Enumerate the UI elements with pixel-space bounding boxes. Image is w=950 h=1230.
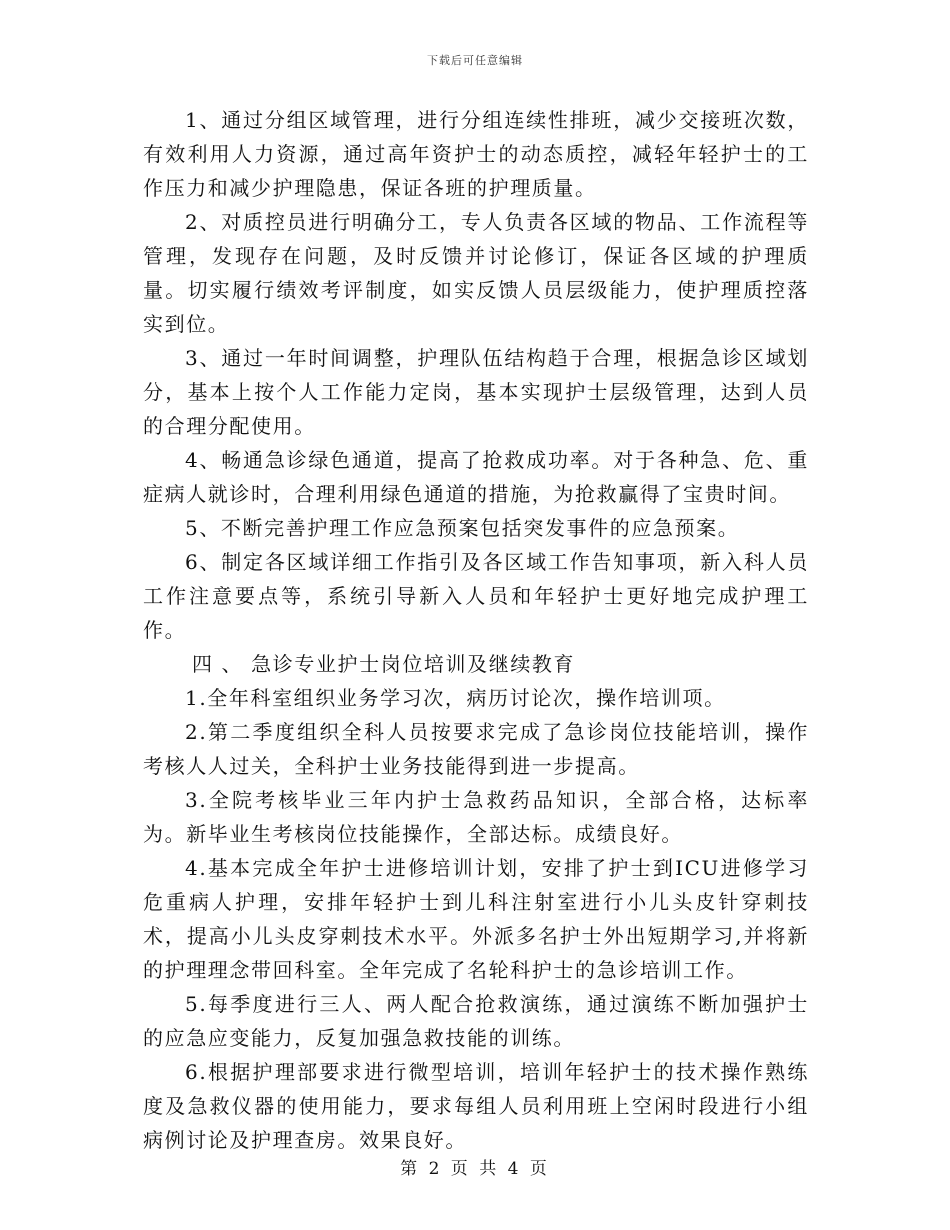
document-body	[143, 103, 809, 1157]
training-item-2: 2.第二季度组织全科人员按要求完成了急诊岗位技能培训，操作考核人人过关，全科护士业务技能得到进一步提高。	[143, 720, 809, 778]
section-heading: 四 、 急诊专业护士岗位培训及继续教育	[192, 652, 576, 676]
training-item-1: 1.全年科室组织业务学习次，病历讨论次，操作培训项。	[185, 686, 726, 710]
training-item-6: 6.根据护理部要求进行微型培训，培训年轻护士的技术操作熟练度及急救仪器的使用能力，要求每组人员利用班上空闲时段进行小组病例讨论及护理查房。效果良好。	[143, 1060, 809, 1152]
page-number-footer: 第 2 页 共 4 页	[400, 1159, 550, 1179]
paragraph-2: 2、对质控员进行明确分工，专人负责各区域的物品、工作流程等管理，发现存在问题，及时反馈并讨论修订，保证各区域的护理质量。切实履行绩效考评制度，如实反馈人员层级能力，使护理质控落实到位。	[143, 210, 809, 336]
paragraph-3: 3、通过一年时间调整，护理队伍结构趋于合理，根据急诊区域划分，基本上按个人工作能力定岗，基本实现护士层级管理，达到人员的合理分配使用。	[143, 346, 809, 438]
training-item-3: 3.全院考核毕业三年内护士急救药品知识，全部合格，达标率为。新毕业生考核岗位技能操作，全部达标。成绩良好。	[143, 788, 809, 846]
paragraph-4: 4、畅通急诊绿色通道，提高了抢救成功率。对于各种急、危、重症病人就诊时，合理利用绿色通道的措施，为抢救赢得了宝贵时间。	[143, 448, 809, 506]
paragraph-1: 1、通过分组区域管理，进行分组连续性排班，减少交接班次数，有效利用人力资源，通过高年资护士的动态质控，减轻年轻护士的工作压力和减少护理隐患，保证各班的护理质量。	[143, 108, 809, 200]
training-item-5: 5.每季度进行三人、两人配合抢救演练，通过演练不断加强护士的应急应变能力，反复加强急救技能的训练。	[143, 992, 809, 1050]
paragraph-5: 5、不断完善护理工作应急预案包括突发事件的应急预案。	[185, 516, 740, 540]
page-header-note: 下载后可任意编辑	[427, 54, 523, 67]
paragraph-6: 6、制定各区域详细工作指引及各区域工作告知事项，新入科人员工作注意要点等，系统引导新入人员和年轻护士更好地完成护理工作。	[143, 550, 809, 642]
training-item-4: 4.基本完成全年护士进修培训计划，安排了护士到ICU进修学习危重病人护理，安排年轻护士到儿科注射室进行小儿头皮针穿刺技术，提高小儿头皮穿刺技术水平。外派多名护士外出短期学习,并将新的护理理念带回科室。全年完成了名轮科护士的急诊培训工作。	[143, 856, 809, 982]
